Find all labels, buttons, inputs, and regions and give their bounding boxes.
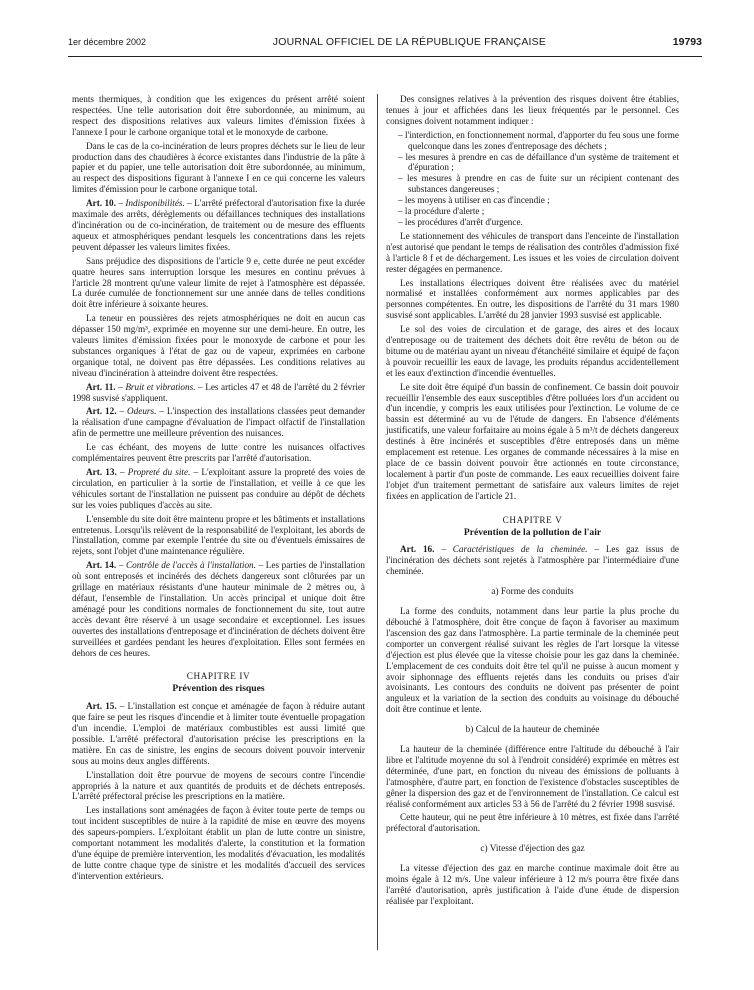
article-label: Art. 15. xyxy=(86,701,117,712)
article-text: Les gaz issus de l'incinération des déchets sont rejetés à l'atmosphère par l'intermédiaire d'une cheminée. xyxy=(386,544,679,577)
paragraph: Les installations sont aménagées de façon à éviter toute perte de temps ou tout incident susceptibles de nuire à la rapidité de mise en œuvre des moyens des sapeurs-pompiers. L'exploitant établit un plan de lutte contre un sinistre, comportant notamment les modalités d'alerte, la constitution et la formation d'une équipe de première intervention, les modalités d'évacuation, les modalités de lutte contre chaque type de sinistre et les modalités d'accueil des services d'intervention extérieurs. xyxy=(72,805,365,881)
article-label: Art. 16. xyxy=(400,544,435,555)
list-item: – les mesures à prendre en cas de défaillance d'un système de traitement et d'épuration ; xyxy=(408,152,679,174)
paragraph: L'ensemble du site doit être maintenu propre et les bâtiments et installations entretenus. Lorsqu'ils relèvent de la responsabilité de l'exploitant, les abords de l'installation, comme par exemple l'entrée du site ou d'éventuels émissaires de rejets, sont l'objet d'une maintenance régulière. xyxy=(72,513,365,557)
paragraph: Dans le cas de la co-incinération de leurs propres déchets sur le lieu de leur production dans des chaudières à écorce existantes dans l'industrie de la pâte à papier et du papier, une telle autorisation doit être subordonnée, au minimum, au respect des dispositions figurant à l'annexe I en ce qui concerne les valeurs limites d'émission pour le carbone organique total. xyxy=(72,140,365,195)
paragraph: La vitesse d'éjection des gaz en marche continue maximale doit être au moins égale à 12 m/s. Une valeur inférieure à 12 m/s pourra être fixée dans l'arrêté d'autorisation, après justification à l'aide d'une étude de dispersion réalisée par l'exploitant. xyxy=(386,863,679,906)
article-text: L'inspection des installations classées peut demander la réalisation d'une campagne d'évaluation de l'impact olfactif de l'installation afin de permettre une meilleure prévention des nuisances. xyxy=(72,406,366,439)
list-item: – les mesures à prendre en cas de fuite sur un récipient contenant des substances dangereuses ; xyxy=(408,173,679,195)
chapter-heading: CHAPITRE IV xyxy=(186,671,251,682)
article-text: L'installation est conçue et aménagée de façon à réduire autant que faire se peut les risques d'incendie et à limiter toute éventuelle propagation d'un incendie. L'emploi de matériaux combustibles est aussi limité que possible. L'arrêté préfectoral d'autorisation précise les prescriptions en la matière. En cas de sinistre, les engins de secours doivent pouvoir intervenir sous au moins deux angles différents. xyxy=(72,701,365,766)
subsection-heading: a) Forme des conduits xyxy=(491,587,574,598)
article-label: Art. 14. xyxy=(86,560,117,571)
article-text: L'arrêté préfectoral d'autorisation fixe la durée maximale des arrêts, dérèglements ou défaillances techniques des installations d'incinération ou de co-incinération, de traitement ou de mesure des effluents aqueux et atmosphériques pendant lesquels les concentrations dans les rejets peuvent dépasser les valeurs limites fixées. xyxy=(72,198,366,252)
left-column xyxy=(72,94,365,885)
paragraph: ments thermiques, à condition que les exigences du présent arrêté soient respectées. Une telle autorisation doit être subordonnée, au minimum, au respect des dispositions relatives aux valeurs limites d'émission fixées à l'annexe I pour le carbone organique total et le monoxyde de carbone. xyxy=(72,94,365,137)
paragraph: La teneur en poussières des rejets atmosphériques ne doit en aucun cas dépasser 150 mg/m³, exprimée en moyenne sur une demi-heure. En outre, les valeurs limites d'émission fixées pour le monoxyde de carbone et pour les substances organiques à l'état de gaz ou de vapeur, exprimées en carbone organique total, ne doivent pas être dépassées. Les conditions relatives au niveau d'incinération à atteindre doivent être respectées. xyxy=(72,313,365,378)
article-15: Art. 15. – L'installation est conçue et aménagée de façon à réduire autant que faire se peut les risques d'incendie et à limiter toute éventuelle propagation d'un incendie. L'emploi de matériaux combustibles est aussi limité que possible. L'arrêté préfectoral d'autorisation précise les prescriptions en la matière. En cas de sinistre, les engins de secours doivent pouvoir intervenir sous au moins deux angles différents. xyxy=(72,701,365,766)
article-11: Art. 11. – Bruit et vibrations. – Les articles 47 et 48 de l'arrêté du 2 février 1998 susvisé s'appliquent. xyxy=(72,381,366,403)
instruction-list xyxy=(386,130,679,228)
article-title: Contrôle de l'accès à l'installation. xyxy=(125,560,256,571)
article-label: Art. 10. xyxy=(86,198,116,209)
paragraph: Le sol des voies de circulation et de garage, des aires et des locaux d'entreposage ou de traitement des déchets doit être revêtu de béton ou de bitume ou de matériau ayant un niveau d'étanchéité similaire et équipé de façon à pouvoir recueillir les eaux de lavage, les produits répandus accidentellement et les eaux d'extinction d'incendie éventuelles. xyxy=(386,324,679,378)
chapter-title: Prévention de la pollution de l'air xyxy=(463,526,602,538)
header-page-number: 19793 xyxy=(672,36,702,48)
page-header xyxy=(68,36,702,52)
article-13: Art. 13. – Propreté du site. – L'exploitant assure la propreté des voies de circulation, en particulier à la sortie de l'installation, et veille à ce que les véhicules sortant de l'installation ne puissent pas conduire au dépôt de déchets sur les voies publiques d'accès au site. xyxy=(72,467,366,510)
article-title: Propreté du site. xyxy=(127,467,191,477)
paragraph: Le site doit être équipé d'un bassin de confinement. Ce bassin doit pouvoir recueillir l'ensemble des eaux susceptibles d'être polluées lors d'un accident ou d'un incendie, y compris les eaux utilisées pour l'extinction. Le volume de ce bassin est déterminé au vu de l'étude de dangers. En l'absence d'éléments justificatifs, une valeur forfaitaire au moins égale à 5 m³/t de déchets dangereux destinés à être incinérés et susceptibles d'être entreposés dans un même emplacement est retenue. Les organes de commande nécessaires à la mise en place de ce bassin doivent pouvoir être actionnés en toute circonstance, localement à partir d'un poste de commande. Les eaux recueillies doivent faire l'objet d'un traitement permettant de satisfaire aux valeurs limites de rejet fixées en application de l'article 21. xyxy=(386,381,679,501)
paragraph: La forme des conduits, notamment dans leur partie la plus proche du débouché à l'atmosphère, doit être conçue de façon à favoriser au maximum l'ascension des gaz dans l'atmosphère. La partie terminale de la cheminée peut comporter un convergent réalisé suivant les règles de l'art lorsque la vitesse d'éjection est plus élevée que la vitesse choisie pour les gaz dans la cheminée. L'emplacement de ces conduits doit être tel qu'il ne puisse à aucun moment y avoir siphonnage des effluents rejetés dans les conduits ou prises d'air avoisinants. Les contours des conduits ne doivent pas présenter de point anguleux et la variation de la section des conduits au voisinage du débouché doit être continue et lente. xyxy=(386,606,679,715)
list-item: – la procédure d'alerte ; xyxy=(408,206,679,217)
paragraph: La hauteur de la cheminée (différence entre l'altitude du débouché à l'air libre et l'altitude moyenne du sol à l'endroit considéré) exprimée en mètres est déterminée, d'une part, en fonction du niveau des émissions de polluants à l'atmosphère, d'autre part, en fonction de l'existence d'obstacles susceptibles de gêner la dispersion des gaz et de l'environnement de l'installation. Ce calcul est réalisé conformément aux articles 53 à 56 de l'arrêté du 2 février 1998 susvisé. xyxy=(386,744,679,809)
list-item: – les moyens à utiliser en cas d'incendie ; xyxy=(408,195,679,206)
article-text: Les articles 47 et 48 de l'arrêté du 2 février 1998 susvisé s'appliquent. xyxy=(72,381,366,403)
paragraph: L'installation doit être pourvue de moyens de secours contre l'incendie appropriés à la nature et aux quantités de produits et de déchets entreposés. L'arrêté préfectoral précise les prescriptions en la matière. xyxy=(72,769,365,802)
article-12: Art. 12. – Odeurs. – L'inspection des installations classées peut demander la réalisation d'une campagne d'évaluation de l'impact olfactif de l'installation afin de permettre une meilleure prévention des nuisances. xyxy=(72,406,366,439)
paragraph: Le cas échéant, des moyens de lutte contre les nuisances olfactives complémentaires peuvent être prescrits par l'arrêté d'autorisation. xyxy=(72,442,365,464)
article-text: L'exploitant assure la propreté des voies de circulation, en particulier à la sortie de l'installation, et veille à ce que les véhicules sortant de l'installation ne puissent pas conduire au dépôt de déchets sur les voies publiques d'accès au site. xyxy=(72,467,366,510)
column-divider xyxy=(377,94,378,950)
article-text: Les parties de l'installation où sont entreposés et incinérés des déchets dangereux sont clôturées par un grillage en matériaux résistants d'une hauteur minimale de 2 mètres ou, à défaut, l'ensemble de l'installation. Un accès principal et unique doit être aménagé pour les conditions normales de fonctionnement du site, tout autre accès devant être réservé à un usage secondaire et exceptionnel. Les issues ouvertes des installations d'entreposage et d'incinération de déchets doivent être surveillées et gardées pendant les heures d'exploitation. Elles sont fermées en dehors de ces heures. xyxy=(72,560,366,658)
chapter-title: Prévention des risques xyxy=(172,683,265,695)
paragraph: Les installations électriques doivent être réalisées avec du matériel normalisé et installées conformément aux normes applicables par des personnes compétentes. En outre, les dispositions de l'arrêté du 31 mars 1980 susvisé sont applicables. L'arrêté du 28 janvier 1993 susvisé est applicable. xyxy=(386,277,679,321)
article-title: Caractéristiques de la cheminée. xyxy=(452,544,588,555)
paragraph: Cette hauteur, qui ne peut être inférieure à 10 mètres, est fixée dans l'arrêté préfectoral d'autorisation. xyxy=(386,812,679,834)
article-label: Art. 13. xyxy=(86,467,117,477)
header-rule xyxy=(68,56,702,57)
header-date: 1er décembre 2002 xyxy=(68,37,147,47)
paragraph: Des consignes relatives à la prévention des risques doivent être établies, tenues à jour et affichées dans les lieux fréquentés par le personnel. Ces consignes doivent notamment indiquer : xyxy=(386,94,679,126)
article-16: Art. 16. – Caractéristiques de la cheminée. – Les gaz issus de l'incinération des déchets sont rejetés à l'atmosphère par l'intermédiaire d'une cheminée. xyxy=(386,544,679,577)
article-14: Art. 14. – Contrôle de l'accès à l'installation. – Les parties de l'installation où sont entreposés et incinérés des déchets dangereux sont clôturées par un grillage en matériaux résistants d'une hauteur minimale de 2 mètres ou, à défaut, l'ensemble de l'installation. Un accès principal et unique doit être aménagé pour les conditions normales de fonctionnement du site, tout autre accès devant être réservé à un usage secondaire et exceptionnel. Les issues ouvertes des installations d'entreposage et d'incinération de déchets doivent être surveillées et gardées pendant les heures d'exploitation. Elles sont fermées en dehors de ces heures. xyxy=(72,560,366,658)
subsection-heading: b) Calcul de la hauteur de cheminée xyxy=(465,725,600,736)
paragraph: Le stationnement des véhicules de transport dans l'enceinte de l'installation n'est autorisé que pendant le temps de réalisation des contrôles d'admission fixé à l'article 8 f et de déchargement. Les issues et les voies de circulation doivent rester dégagées en permanence. xyxy=(386,230,679,274)
article-label: Art. 11. xyxy=(86,381,116,392)
list-item: – les procédures d'arrêt d'urgence. xyxy=(408,217,679,228)
header-title: JOURNAL OFFICIEL DE LA RÉPUBLIQUE FRANÇAISE xyxy=(272,36,547,48)
chapter-heading: CHAPITRE V xyxy=(502,514,563,525)
article-title: Odeurs. xyxy=(127,406,157,417)
article-10: Art. 10. – Indisponibilités. – L'arrêté préfectoral d'autorisation fixe la durée maximale des arrêts, dérèglements ou défaillances techniques des installations d'incinération ou de co-incinération, de traitement ou de mesure des effluents aqueux et atmosphériques pendant lesquels les concentrations dans les rejets peuvent dépasser les valeurs limites fixées. xyxy=(72,198,366,252)
article-label: Art. 12. xyxy=(86,406,117,417)
article-title: Indisponibilités. xyxy=(125,198,185,209)
list-item: – l'interdiction, en fonctionnement normal, d'apporter du feu sous une forme quelconque dans les zones d'entreposage des déchets ; xyxy=(408,130,679,152)
right-column xyxy=(386,94,679,910)
article-title: Bruit et vibrations. xyxy=(125,381,196,392)
paragraph: Sans préjudice des dispositions de l'article 9 e, cette durée ne peut excéder quatre heures sans interruption lorsque les mesures en continu prévues à l'article 28 montrent qu'une valeur limite de rejet à l'atmosphère est dépassée. La durée cumulée de fonctionnement sur une année dans de telles conditions doit être inférieure à soixante heures. xyxy=(72,255,365,310)
subsection-heading: c) Vitesse d'éjection des gaz xyxy=(480,844,585,855)
